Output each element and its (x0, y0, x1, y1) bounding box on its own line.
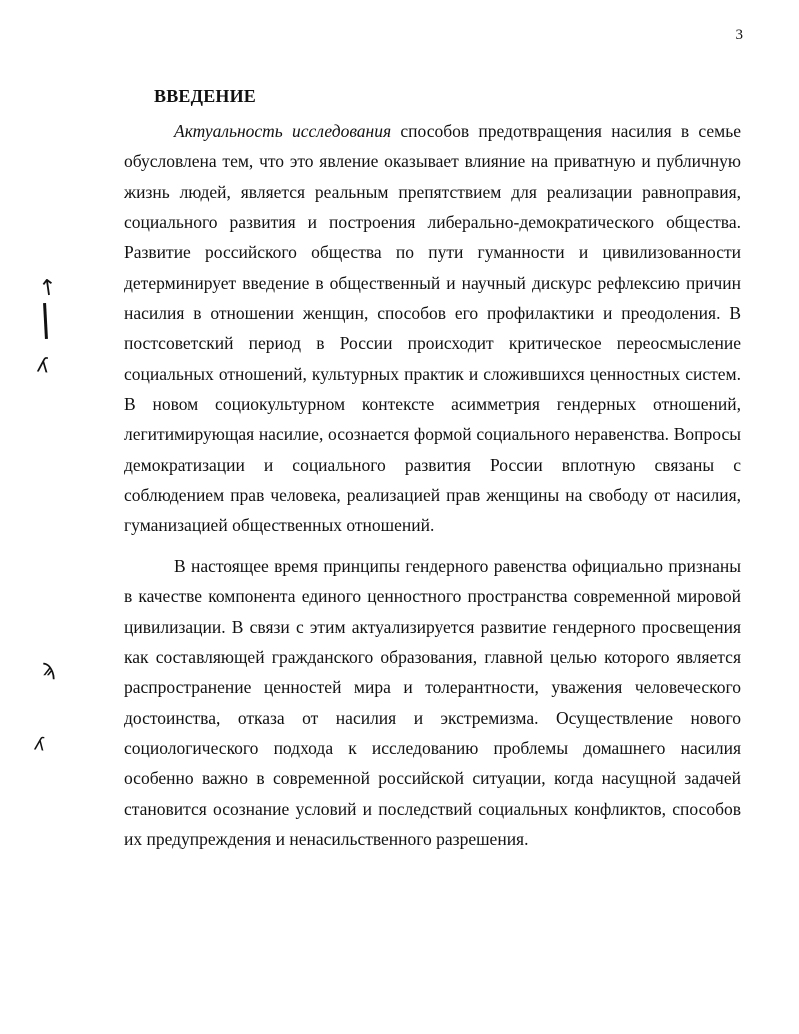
paragraph-1-italic-intro: Актуальность исследования (174, 121, 392, 141)
margin-scan-mark-icon: ↑ (37, 274, 60, 303)
paragraph-2-text: В настоящее время принципы гендерного равенства официально признаны в качестве компонента единого ценностного пространства современной мировой цивилизации. В связи с этим актуализируется развитие гендерного просвещения как составляющей гражданского образования, главной целью которого является распространение ценностей мира и толерантности, уважения человеческого достоинства, отказа от насилия и экстремизма. Осуществление нового социологического подхода к исследованию проблемы домашнего насилия особенно важно в современной российской ситуации, когда насущной задачей становится осознание условий и последствий социальных конфликтов, способов их предупреждения и ненасильственного разрешения. (124, 555, 741, 849)
page-number: 3 (735, 27, 743, 43)
paragraph-1 (124, 116, 741, 541)
margin-scan-line-icon (43, 303, 48, 339)
margin-scan-mark-icon: ʎ (35, 352, 51, 378)
paragraph-gap (124, 541, 741, 551)
margin-scan-mark-icon: ʎ (32, 733, 47, 756)
margin-scan-mark-icon: ϡ (42, 656, 56, 681)
body-text (124, 116, 741, 854)
paragraph-1-text: способов предотвращения насилия в семье обусловлена тем, что это явление оказывает влияние на приватную и публичную жизнь людей, является реальным препятствием для реализации равноправия, социального развития и построения либерально-демократического общества. Развитие российского общества по пути гуманности и цивилизованности детерминирует введение в общественный и научный дискурс рефлексию причин насилия в отношении женщин, способов его профилактики и преодоления. В постсоветский период в России происходит критическое переосмысление социальных отношений, культурных практик и сложившихся ценностных систем. В новом социокультурном контексте асимметрия гендерных отношений, легитимирующая насилие, осознается формой социального неравенства. Вопросы демократизации и социального развития России вплотную связаны с соблюдением прав человека, реализацией прав женщины на свободу от насилия, гуманизацией общественных отношений. (124, 121, 741, 536)
section-title: ВВЕДЕНИЕ (154, 86, 257, 106)
paragraph-2 (124, 551, 741, 854)
